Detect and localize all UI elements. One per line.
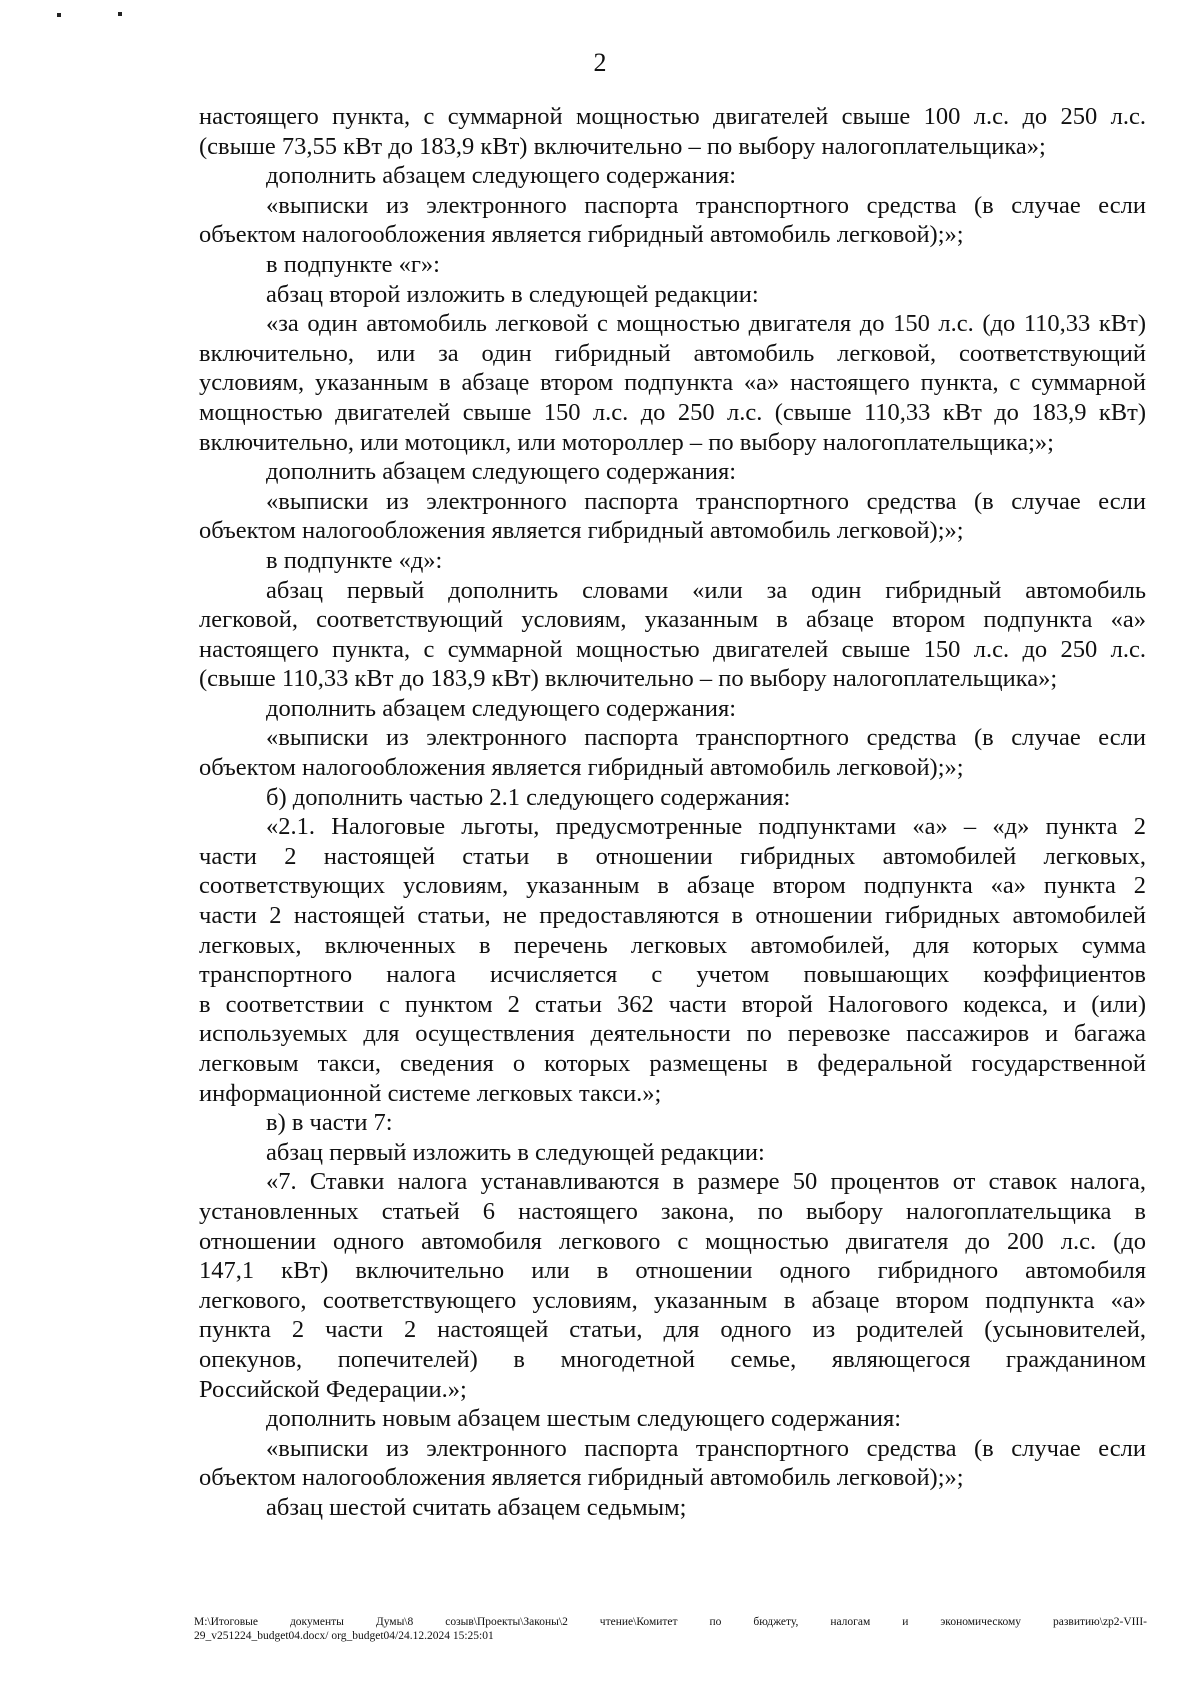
- text-line: в) в части 7:: [266, 1109, 393, 1137]
- text-line: настоящего пункта, с суммарной мощностью двигателей свыше 100 л.с. до 250 л.с.: [199, 103, 1146, 130]
- text-line: условиям, указанным в абзаце втором подпункта «а» настоящего пункта, с суммарной: [199, 369, 1146, 397]
- text-line: «за один автомобиль легковой с мощностью двигателя до 150 л.с. (до 110,33 кВт): [266, 310, 1146, 338]
- text-line: объектом налогообложения является гибридный автомобиль легковой);»;: [199, 221, 964, 249]
- text-line: абзац второй изложить в следующей редакции:: [266, 280, 759, 308]
- text-line: дополнить новым абзацем шестым следующего содержания:: [266, 1405, 902, 1433]
- text-line: «выписки из электронного паспорта транспортного средства (в случае если: [266, 191, 1146, 219]
- text-line: дополнить абзацем следующего содержания:: [266, 694, 737, 722]
- text-line: дополнить абзацем следующего содержания:: [266, 162, 737, 190]
- text-line: информационной системе легковых такси.»;: [199, 1079, 662, 1107]
- text-line: в подпункте «г»:: [266, 250, 440, 278]
- text-line: используемых для осуществления деятельности по перевозке пассажиров и багажа: [199, 1020, 1146, 1048]
- text-line: опекунов, попечителей) в многодетной семье, являющегося гражданином: [199, 1345, 1146, 1373]
- text-line: объектом налогообложения является гибридный автомобиль легковой);»;: [199, 1464, 964, 1492]
- scan-speck: [118, 12, 122, 16]
- text-line: транспортного налога исчисляется с учетом повышающих коэффициентов: [199, 961, 1146, 989]
- text-line: мощностью двигателей свыше 150 л.с. до 250 л.с. (свыше 110,33 кВт до 183,9 кВт): [199, 398, 1146, 426]
- text-line: (свыше 110,33 кВт до 183,9 кВт) включительно – по выбору налогоплательщика»;: [199, 665, 1058, 693]
- text-line: абзац шестой считать абзацем седьмым;: [266, 1493, 687, 1521]
- text-line: дополнить абзацем следующего содержания:: [266, 458, 737, 486]
- scan-speck: [57, 13, 61, 17]
- text-line: включительно, или за один гибридный автомобиль легковой, соответствующий: [199, 339, 1146, 367]
- text-line: легковых, включенных в перечень легковых автомобилей, для которых сумма: [199, 931, 1146, 959]
- text-line: легковой, соответствующий условиям, указанным в абзаце втором подпункта «а»: [199, 606, 1146, 634]
- text-line: пункта 2 части 2 настоящей статьи, для одного из родителей (усыновителей,: [199, 1316, 1146, 1344]
- text-line: объектом налогообложения является гибридный автомобиль легковой);»;: [199, 517, 964, 545]
- document-body: [199, 102, 1146, 1523]
- text-line: легковым такси, сведения о которых размещены в федеральной государственной: [199, 1050, 1146, 1077]
- text-line: абзац первый дополнить словами «или за один гибридный автомобиль: [266, 576, 1146, 604]
- text-line: «2.1. Налоговые льготы, предусмотренные подпунктами «а» – «д» пункта 2: [266, 813, 1146, 841]
- footer-path-line-2: 29_v251224_budget04.docx/ org_budget04/24.12.2024 15:25:01: [194, 1630, 494, 1642]
- text-line: «выписки из электронного паспорта транспортного средства (в случае если: [266, 1434, 1146, 1462]
- page-number: 2: [593, 48, 607, 77]
- text-line: включительно, или мотоцикл, или мотороллер – по выбору налогоплательщика;»;: [199, 428, 1054, 456]
- text-line: «7. Ставки налога устанавливаются в размере 50 процентов от ставок налога,: [266, 1168, 1146, 1196]
- text-line: легкового, соответствующего условиям, указанным в абзаце втором подпункта «а»: [199, 1286, 1146, 1314]
- text-line: отношении одного автомобиля легкового с мощностью двигателя до 200 л.с. (до: [199, 1227, 1146, 1255]
- text-line: абзац первый изложить в следующей редакции:: [266, 1138, 765, 1166]
- text-line: объектом налогообложения является гибридный автомобиль легковой);»;: [199, 754, 964, 782]
- text-line: Российской Федерации.»;: [199, 1375, 467, 1403]
- text-line: (свыше 73,55 кВт до 183,9 кВт) включительно – по выбору налогоплательщика»;: [199, 132, 1046, 160]
- text-line: установленных статьей 6 настоящего закона, по выбору налогоплательщика в: [199, 1197, 1146, 1225]
- text-line: «выписки из электронного паспорта транспортного средства (в случае если: [266, 487, 1146, 515]
- text-line: части 2 настоящей статьи в отношении гибридных автомобилей легковых,: [199, 842, 1146, 870]
- text-line: б) дополнить частью 2.1 следующего содержания:: [266, 783, 791, 811]
- footer-file-path: [194, 1615, 1147, 1643]
- footer-path-line-1: М:\Итоговые документы Думы\8 созыв\Проекты\Законы\2 чтение\Комитет по бюджету, налогам и экономическому развитию\zp2-VIII-: [194, 1616, 1147, 1628]
- text-line: 147,1 кВт) включительно или в отношении одного гибридного автомобиля: [199, 1257, 1146, 1285]
- text-line: в соответствии с пунктом 2 статьи 362 части второй Налогового кодекса, и (или): [199, 990, 1146, 1018]
- text-line: «выписки из электронного паспорта транспортного средства (в случае если: [266, 724, 1146, 752]
- text-line: соответствующих условиям, указанным в абзаце втором подпункта «а» пункта 2: [199, 872, 1146, 900]
- text-line: части 2 настоящей статьи, не предоставляются в отношении гибридных автомобилей: [199, 902, 1146, 930]
- text-line: настоящего пункта, с суммарной мощностью двигателей свыше 150 л.с. до 250 л.с.: [199, 635, 1146, 663]
- text-line: в подпункте «д»:: [266, 546, 443, 574]
